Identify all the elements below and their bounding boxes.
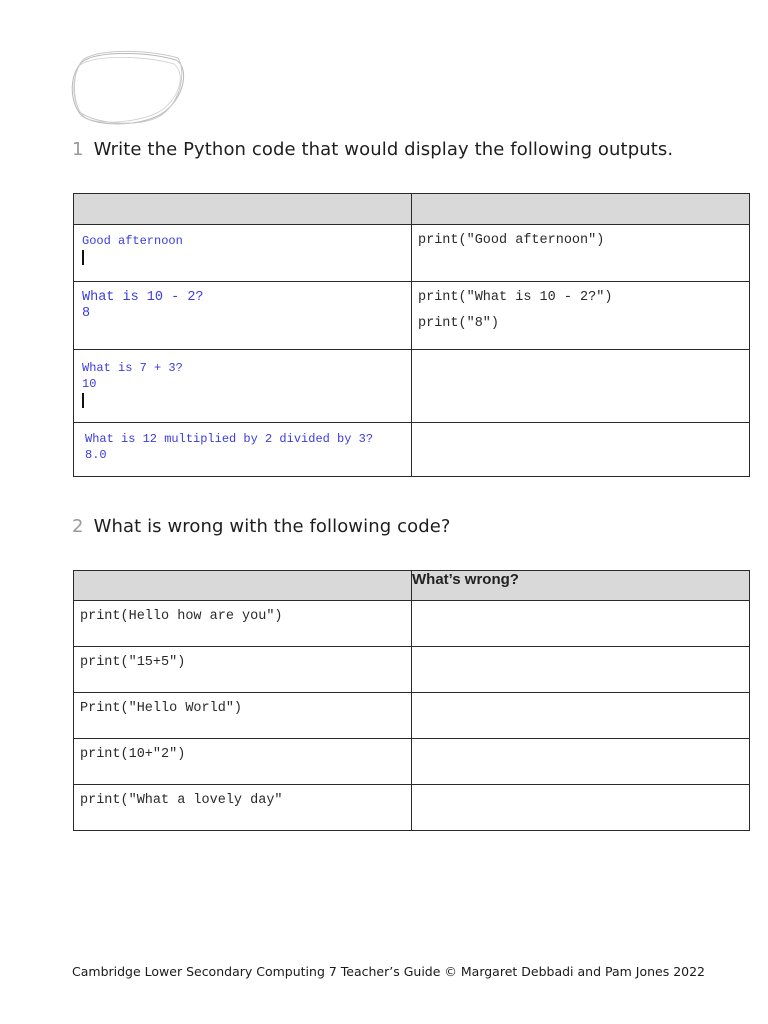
code-answer-cell[interactable]: [412, 350, 750, 423]
output-line: 8: [82, 306, 91, 321]
table-row: [74, 647, 750, 693]
output-line: Good afternoon: [82, 234, 183, 248]
table-row: [74, 693, 750, 739]
table-header-row: [74, 571, 750, 601]
code-cell[interactable]: [412, 225, 750, 282]
question-1: [72, 139, 673, 160]
outputs-table: [73, 193, 750, 477]
code-cell[interactable]: [412, 282, 750, 350]
answer-cell[interactable]: [412, 601, 750, 647]
output-line: What is 12 multiplied by 2 divided by 3?: [85, 432, 374, 446]
output-line: 8.0: [85, 448, 107, 462]
question-number: 2: [72, 516, 84, 537]
table-row: [74, 225, 750, 282]
code-cell: print(10+"2"): [74, 739, 412, 785]
answer-cell[interactable]: [412, 785, 750, 831]
question-text: Write the Python code that would display the following outputs.: [93, 139, 674, 160]
code-cell: print("15+5"): [74, 647, 412, 693]
output-cell: [74, 282, 412, 350]
output-line: 10: [82, 377, 97, 391]
output-line: What is 10 - 2?: [82, 290, 204, 305]
output-cell: [74, 225, 412, 282]
table-row: [74, 282, 750, 350]
question-text: What is wrong with the following code?: [93, 516, 451, 537]
code-line: print("8"): [418, 316, 500, 331]
scribble-icon: [68, 46, 188, 130]
table-row: [74, 601, 750, 647]
output-line: What is 7 + 3?: [82, 361, 183, 375]
question-number: 1: [72, 139, 84, 160]
table-row: [74, 739, 750, 785]
table-row: [74, 785, 750, 831]
text-cursor: [82, 393, 84, 408]
code-line: print("What is 10 - 2?"): [418, 290, 613, 305]
whats-wrong-column-header: What’s wrong?: [412, 571, 750, 601]
answer-cell[interactable]: [412, 693, 750, 739]
answer-cell[interactable]: [412, 647, 750, 693]
table-row: [74, 350, 750, 423]
output-column-header: [74, 194, 412, 225]
code-column-header: [412, 194, 750, 225]
page-footer: Cambridge Lower Secondary Computing 7 Teacher’s Guide © Margaret Debbadi and Pam Jones 2022: [72, 964, 706, 979]
code-column-header: [74, 571, 412, 601]
errors-table: [73, 570, 750, 831]
code-cell: print("What a lovely day": [74, 785, 412, 831]
question-2: [72, 516, 451, 537]
code-answer-cell[interactable]: [412, 423, 750, 477]
table-header-row: [74, 194, 750, 225]
code-cell: print(Hello how are you"): [74, 601, 412, 647]
answer-cell[interactable]: [412, 739, 750, 785]
table-row: [74, 423, 750, 477]
text-cursor: [82, 250, 84, 265]
code-line: print("Good afternoon"): [418, 233, 605, 248]
code-cell: Print("Hello World"): [74, 693, 412, 739]
output-cell: [74, 350, 412, 423]
output-cell: [74, 423, 412, 477]
